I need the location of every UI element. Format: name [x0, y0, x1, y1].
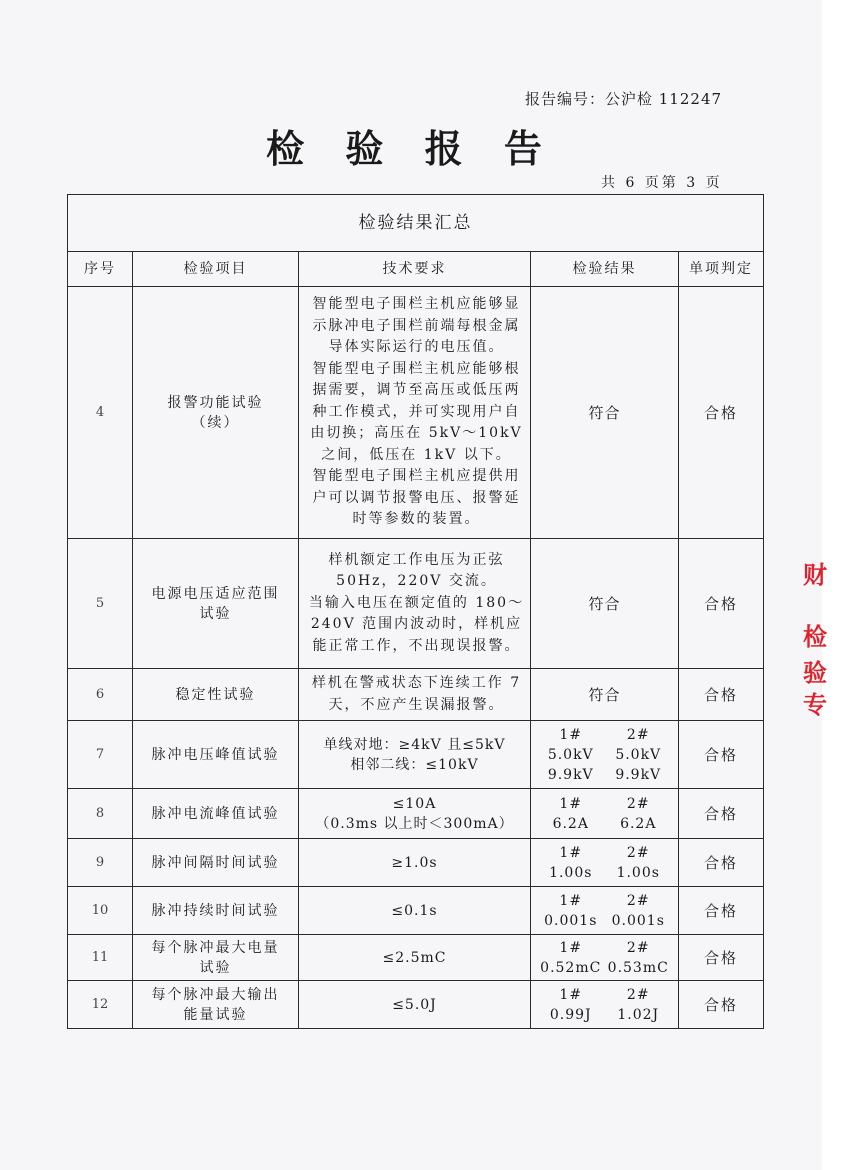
unit-label: 2# [626, 986, 650, 1003]
row-requirement: ≤5.0J [299, 981, 531, 1029]
value-cell: 0.001s [544, 912, 598, 929]
row-item: 电源电压适应范围 试验 [133, 539, 299, 669]
table-row [68, 935, 764, 981]
column-header: 技术要求 [299, 252, 531, 287]
column-header: 序号 [68, 252, 133, 287]
value-cell: 0.001s [611, 912, 665, 929]
row-verdict: 合格 [679, 935, 764, 981]
value-cell: 0.52mC [540, 959, 602, 976]
official-seal [800, 555, 830, 725]
table-row [68, 287, 764, 539]
row-verdict: 合格 [679, 981, 764, 1029]
row-result [531, 789, 679, 839]
value-cell: 1.00s [616, 864, 660, 881]
value-cell: 9.9kV [547, 766, 594, 783]
row-result [531, 839, 679, 887]
value-cell: 9.9kV [615, 766, 662, 783]
row-seq: 5 [68, 539, 133, 669]
seal-char: 财 [803, 560, 827, 589]
table-row [68, 721, 764, 789]
row-requirement: 样机在警戒状态下连续工作 7 天，不应产生误漏报警。 [299, 669, 531, 721]
row-seq: 6 [68, 669, 133, 721]
row-requirement: ≥1.0s [299, 839, 531, 887]
row-verdict: 合格 [679, 287, 764, 539]
row-seq: 7 [68, 721, 133, 789]
value-cell: 0.53mC [607, 959, 669, 976]
row-result: 符合 [531, 539, 679, 669]
row-requirement: ≤2.5mC [299, 935, 531, 981]
row-seq: 11 [68, 935, 133, 981]
row-verdict: 合格 [679, 539, 764, 669]
seal-char: 验 [803, 658, 827, 687]
row-item: 脉冲持续时间试验 [133, 887, 299, 935]
unit-label: 1# [559, 986, 583, 1003]
unit-label: 1# [559, 939, 583, 956]
table-row [68, 669, 764, 721]
unit-label: 2# [626, 939, 650, 956]
report-number: 报告编号：公沪检 112247 [525, 90, 723, 108]
table-row [68, 539, 764, 669]
row-verdict: 合格 [679, 669, 764, 721]
unit-label: 1# [559, 844, 583, 861]
row-result [531, 887, 679, 935]
unit-label: 1# [559, 726, 583, 743]
row-seq: 4 [68, 287, 133, 539]
row-requirement: 智能型电子围栏主机应能够显示脉冲电子围栏前端每根金属导体实际运行的电压值。 智能型电子围栏主机应能够根据需要，调节至高压或低压两种工作模式，并可实现用户自由切换；高压在 5kV～10kV 之间，低压在 1kV 以下。 智能型电子围栏主机应提供用户可以调节报警电压、报警延时等参数的装置。 [299, 287, 531, 539]
row-verdict: 合格 [679, 721, 764, 789]
seal-char: 检 [803, 622, 827, 651]
unit-label: 1# [559, 795, 583, 812]
column-header: 检验项目 [133, 252, 299, 287]
row-result [531, 721, 679, 789]
row-result [531, 935, 679, 981]
value-cell: 6.2A [552, 815, 589, 832]
report-title: 检 验 报 告 [266, 126, 556, 171]
summary-title: 检验结果汇总 [68, 195, 764, 252]
value-cell: 1.02J [617, 1006, 660, 1023]
unit-label: 2# [626, 795, 650, 812]
row-seq: 10 [68, 887, 133, 935]
unit-label: 2# [626, 844, 650, 861]
row-item: 每个脉冲最大输出 能量试验 [133, 981, 299, 1029]
column-header: 检验结果 [531, 252, 679, 287]
row-result: 符合 [531, 287, 679, 539]
table-header-row [68, 252, 764, 287]
table-row [68, 789, 764, 839]
value-cell: 1.00s [549, 864, 593, 881]
unit-label: 2# [626, 892, 650, 909]
row-verdict: 合格 [679, 789, 764, 839]
row-item: 稳定性试验 [133, 669, 299, 721]
row-seq: 9 [68, 839, 133, 887]
row-requirement: ≤0.1s [299, 887, 531, 935]
row-item: 报警功能试验 （续） [133, 287, 299, 539]
table-row [68, 839, 764, 887]
unit-label: 2# [626, 726, 650, 743]
table-row [68, 981, 764, 1029]
row-verdict: 合格 [679, 887, 764, 935]
row-requirement: 单线对地：≥4kV 且≤5kV 相邻二线：≤10kV [299, 721, 531, 789]
row-item: 脉冲电流峰值试验 [133, 789, 299, 839]
unit-label: 1# [559, 892, 583, 909]
results-table [67, 194, 764, 1029]
row-requirement: 样机额定工作电压为正弦 50Hz，220V 交流。 当输入电压在额定值的 180～240V 范围内波动时，样机应能正常工作，不出现误报警。 [299, 539, 531, 669]
value-cell: 6.2A [620, 815, 657, 832]
row-item: 脉冲间隔时间试验 [133, 839, 299, 887]
row-seq: 8 [68, 789, 133, 839]
row-item: 脉冲电压峰值试验 [133, 721, 299, 789]
table-row [68, 887, 764, 935]
row-result: 符合 [531, 669, 679, 721]
value-cell: 5.0kV [615, 746, 662, 763]
row-verdict: 合格 [679, 839, 764, 887]
value-cell: 0.99J [549, 1006, 592, 1023]
page-counter: 共 6 页第 3 页 [601, 175, 723, 191]
seal-char: 专 [803, 690, 827, 719]
row-item: 每个脉冲最大电量 试验 [133, 935, 299, 981]
column-header: 单项判定 [679, 252, 764, 287]
row-result [531, 981, 679, 1029]
row-requirement: ≤10A （0.3ms 以上时＜300mA） [299, 789, 531, 839]
row-seq: 12 [68, 981, 133, 1029]
value-cell: 5.0kV [547, 746, 594, 763]
